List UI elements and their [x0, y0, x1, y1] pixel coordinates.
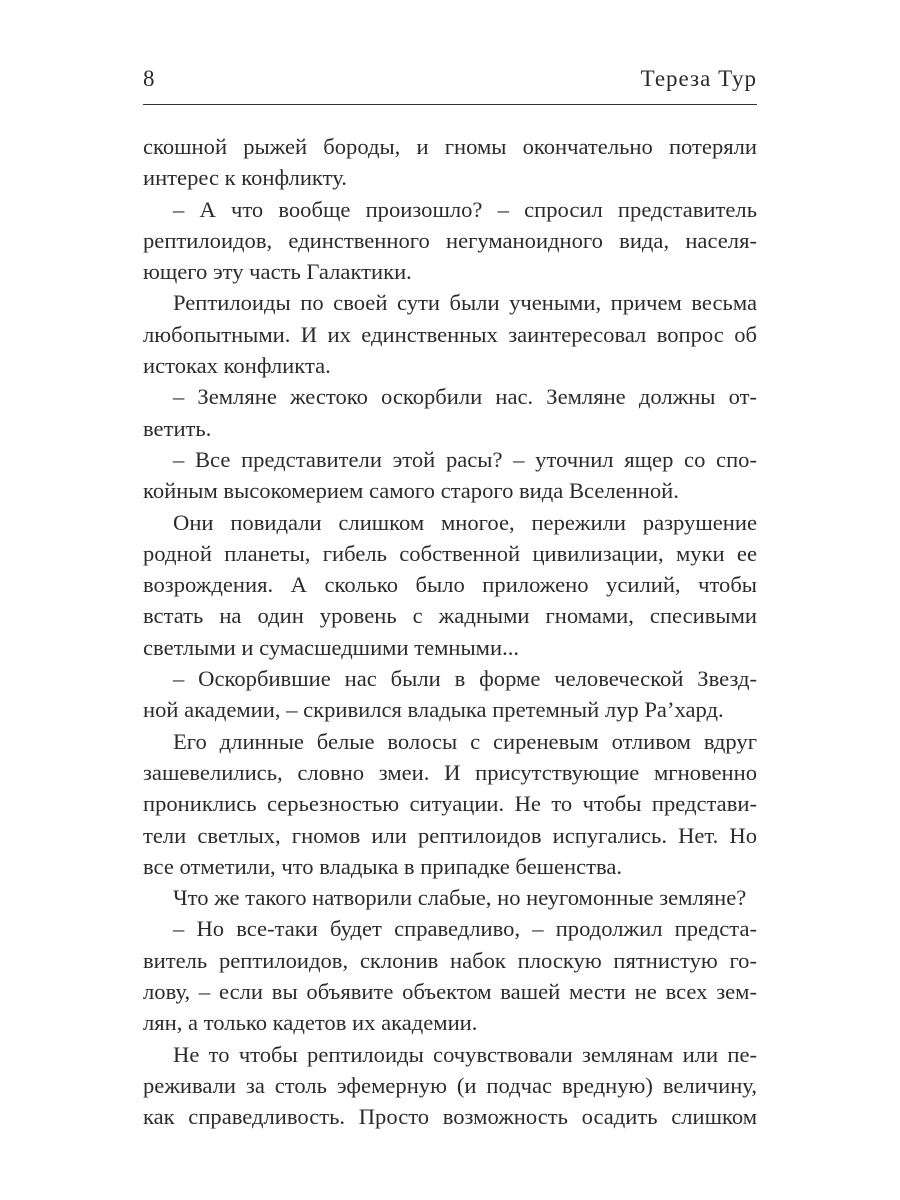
text-line: – Оскорбившие нас были в форме человеческой Звезд-	[173, 666, 757, 692]
running-head-author: Тереза Тур	[640, 66, 757, 91]
text-line: койным высокомерием самого старого вида Вселенной.	[143, 478, 679, 504]
text-line: прониклись серьезностью ситуации. Не то чтобы представи-	[143, 791, 757, 817]
text-line: Что же такого натворили слабые, но неугомонные земляне?	[173, 885, 747, 911]
page-body-text	[143, 131, 757, 1133]
paragraph	[143, 131, 757, 194]
text-line: ветить.	[143, 415, 212, 441]
paragraph	[143, 913, 757, 1038]
text-line: как справедливость. Просто возможность осадить слишком	[143, 1104, 757, 1130]
text-line: любопытными. И их единственных заинтересовал вопрос об	[143, 321, 757, 347]
text-line: скошной рыжей бороды, и гномы окончательно потеряли	[143, 134, 757, 159]
paragraph	[143, 663, 757, 726]
text-line: – А что вообще произошло? – спросил представитель	[173, 196, 757, 222]
text-line: Его длинные белые волосы с сиреневым отливом вдруг	[173, 728, 757, 754]
text-line: – Земляне жестоко оскорбили нас. Земляне должны от-	[173, 384, 757, 410]
text-line: рептилоидов, единственного негуманоидного вида, населя-	[143, 227, 757, 253]
text-line: лян, а только кадетов их академии.	[143, 1010, 478, 1036]
paragraph	[143, 882, 757, 913]
text-line: Рептилоиды по своей сути были учеными, причем весьма	[173, 290, 757, 316]
text-line: зашевелились, словно змеи. И присутствующие мгновенно	[143, 759, 757, 785]
paragraph	[143, 726, 757, 882]
paragraph	[143, 194, 757, 288]
text-line: светлыми и сумасшедшими темными...	[143, 634, 520, 660]
text-line: встать на один уровень с жадными гномами, спесивыми	[143, 603, 757, 629]
text-line: витель рептилоидов, склонив набок плоскую пятнистую го-	[143, 947, 757, 973]
text-line: родной планеты, гибель собственной цивилизации, муки ее	[143, 540, 757, 566]
paragraph	[143, 287, 757, 381]
text-line: возрождения. А сколько было приложено усилий, чтобы	[143, 572, 757, 598]
paragraph	[143, 1039, 757, 1133]
paragraph	[143, 507, 757, 663]
running-header	[143, 66, 757, 96]
paragraph	[143, 444, 757, 507]
page-number: 8	[143, 66, 155, 91]
text-line: тели светлых, гномов или рептилоидов испугались. Нет. Но	[143, 822, 757, 848]
text-line: ной академии, – скривился владыка претемный лур Ра’хард.	[143, 697, 724, 723]
text-line: реживали за столь эфемерную (и подчас вредную) величину,	[143, 1072, 757, 1098]
header-rule	[143, 104, 757, 105]
text-line: истоках конфликта.	[143, 353, 331, 379]
text-line: – Но все-таки будет справедливо, – продолжил предста-	[173, 916, 757, 942]
text-line: Они повидали слишком многое, пережили разрушение	[173, 509, 757, 535]
text-line: ющего эту часть Галактики.	[143, 259, 412, 285]
text-line: – Все представители этой расы? – уточнил ящер со спо-	[173, 446, 757, 472]
paragraph	[143, 381, 757, 444]
text-line: все отметили, что владыка в припадке бешенства.	[143, 853, 623, 879]
text-line: интерес к конфликту.	[143, 165, 347, 191]
text-line: Не то чтобы рептилоиды сочувствовали землянам или пе-	[173, 1041, 757, 1067]
text-line: лову, – если вы объявите объектом вашей мести не всех зем-	[143, 979, 757, 1005]
